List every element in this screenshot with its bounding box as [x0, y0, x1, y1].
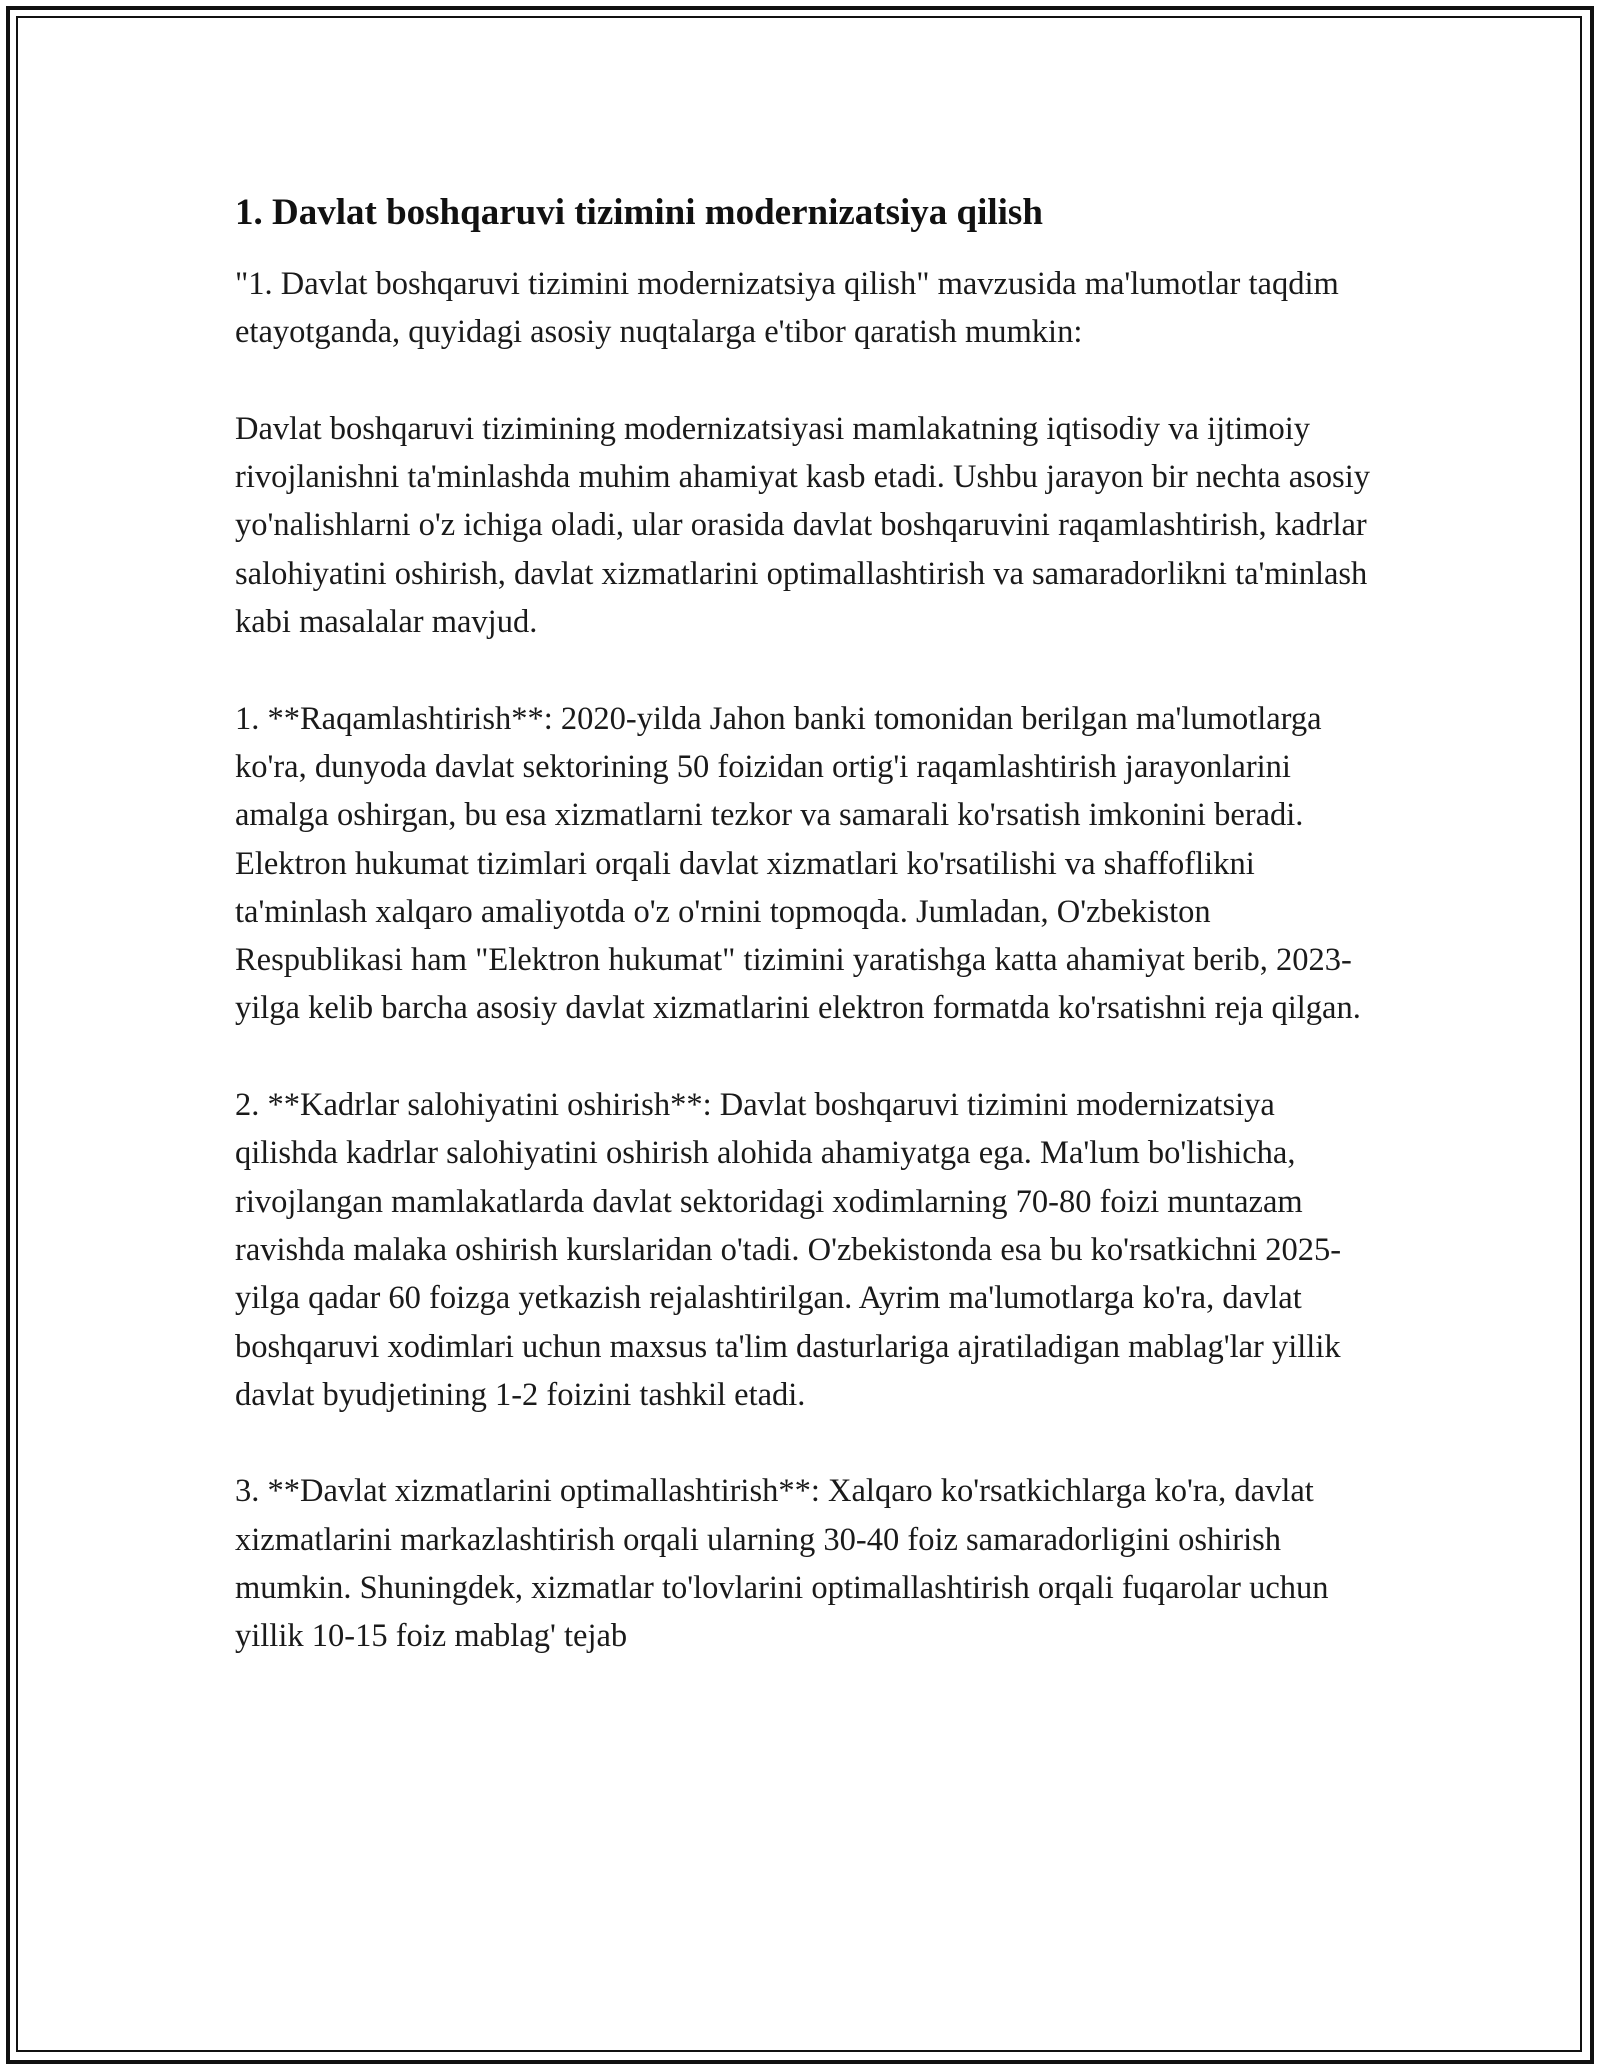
- digitalization-paragraph: 1. **Raqamlashtirish**: 2020-yilda Jahon banki tomonidan berilgan ma'lumotlarga ko'ra, dunyoda davlat sektorining 50 foizidan ortig'i raqamlashtirish jarayonlarini amalga oshirgan, bu esa xizmatlarni tezkor va samarali ko'rsatish imkonini beradi. Elektron hukumat tizimlari orqali davlat xizmatlari ko'rsatilishi va shaffoflikni ta'minlash xalqaro amaliyotda o'z o'rnini topmoqda. Jumladan, O'zbekiston Respublikasi ham "Elektron hukumat" tizimini yaratishga katta ahamiyat berib, 2023-yilga kelib barcha asosiy davlat xizmatlarini elektron formatda ko'rsatishni reja qilgan.: [235, 700, 1361, 1027]
- services-optimization-paragraph: 3. **Davlat xizmatlarini optimallashtirish**: Xalqaro ko'rsatkichlarga ko'ra, davlat xizmatlarini markazlashtirish orqali ularning 30-40 foiz samaradorligini oshirish mumkin. Shuningdek, xizmatlar to'lovlarini optimallashtirish orqali fuqarolar uchun yillik 10-15 foiz mablag' tejab: [235, 1473, 1329, 1655]
- overview-paragraph: Davlat boshqaruvi tizimining modernizatsiyasi mamlakatning iqtisodiy va ijtimoiy rivojlanishni ta'minlashda muhim ahamiyat kasb etadi. Ushbu jarayon bir nechta asosiy yo'nalishlarni o'z ichiga oladi, ular orasida davlat boshqaruvini raqamlashtirish, kadrlar salohiyatini oshirish, davlat xizmatlarini optimallashtirish va samaradorlikni ta'minlash kabi masalalar mavjud.: [235, 410, 1370, 641]
- personnel-paragraph: 2. **Kadrlar salohiyatini oshirish**: Davlat boshqaruvi tizimini modernizatsiya qilishda kadrlar salohiyatini oshirish alohida ahamiyatga ega. Ma'lum bo'lishicha, rivojlangan mamlakatlarda davlat sektoridagi xodimlarning 70-80 foizi muntazam ravishda malaka oshirish kurslaridan o'tadi. O'zbekistonda esa bu ko'rsatkichni 2025-yilga qadar 60 foizga yetkazish rejalashtirilgan. Ayrim ma'lumotlarga ko'ra, davlat boshqaruvi xodimlari uchun maxsus ta'lim dasturlariga ajratiladigan mablag'lar yillik davlat byudjetining 1-2 foizini tashkil etadi.: [235, 1087, 1342, 1413]
- document-body: [235, 186, 1375, 1709]
- document-title: 1. Davlat boshqaruvi tizimini modernizatsiya qilish: [235, 192, 1043, 233]
- intro-paragraph: "1. Davlat boshqaruvi tizimini modernizatsiya qilish" mavzusida ma'lumotlar taqdim etayotganda, quyidagi asosiy nuqtalarga e'tibor qaratish mumkin:: [235, 266, 1339, 351]
